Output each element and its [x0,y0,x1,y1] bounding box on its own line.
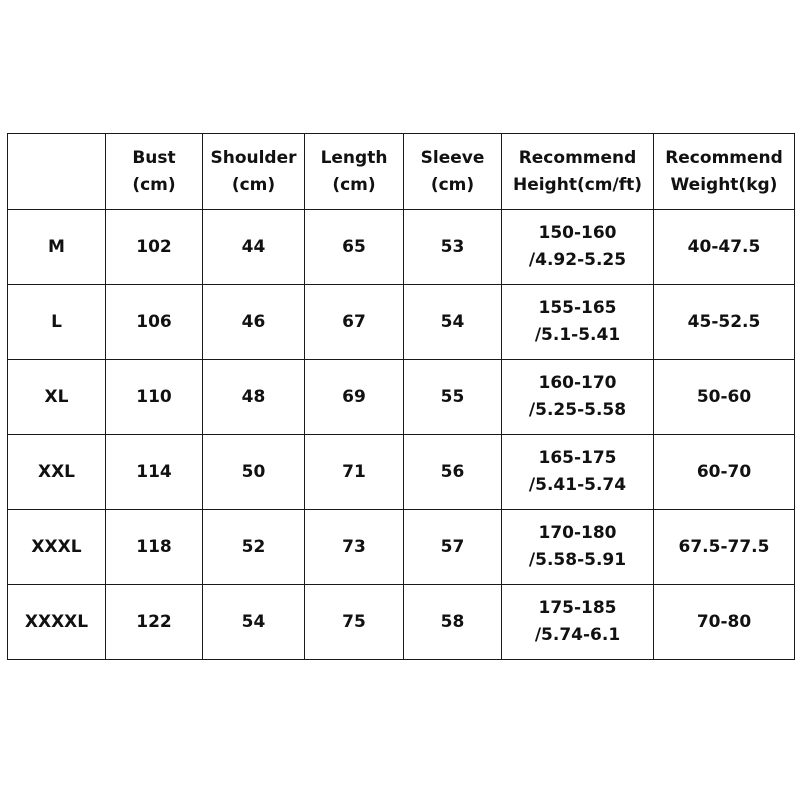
height-cell: 170-180 /5.58-5.91 [502,510,654,585]
size-cell: XXXXL [8,585,106,660]
bust-cell: 102 [106,210,203,285]
weight-cell: 50-60 [654,360,795,435]
size-chart-table [7,133,795,660]
weight-cell: 40-47.5 [654,210,795,285]
shoulder-cell: 46 [203,285,305,360]
bust-cell: 110 [106,360,203,435]
height-cell: 160-170 /5.25-5.58 [502,360,654,435]
sleeve-cell: 57 [404,510,502,585]
shoulder-cell: 54 [203,585,305,660]
header-row [8,134,795,210]
shoulder-cell: 44 [203,210,305,285]
height-cell: 175-185 /5.74-6.1 [502,585,654,660]
sleeve-cell: 58 [404,585,502,660]
size-cell: M [8,210,106,285]
height-cell: 155-165 /5.1-5.41 [502,285,654,360]
length-cell: 75 [305,585,404,660]
size-cell: L [8,285,106,360]
height-cell: 165-175 /5.41-5.74 [502,435,654,510]
table-row [8,285,795,360]
table-row [8,510,795,585]
table-row [8,585,795,660]
table-row [8,360,795,435]
header-shoulder: Shoulder (cm) [203,134,305,210]
header-recommend-height: Recommend Height(cm/ft) [502,134,654,210]
length-cell: 67 [305,285,404,360]
sleeve-cell: 55 [404,360,502,435]
sleeve-cell: 56 [404,435,502,510]
weight-cell: 45-52.5 [654,285,795,360]
length-cell: 73 [305,510,404,585]
header-sleeve: Sleeve (cm) [404,134,502,210]
table-row [8,435,795,510]
size-cell: XXL [8,435,106,510]
weight-cell: 70-80 [654,585,795,660]
weight-cell: 60-70 [654,435,795,510]
header-recommend-weight: Recommend Weight(kg) [654,134,795,210]
bust-cell: 122 [106,585,203,660]
length-cell: 65 [305,210,404,285]
table-row [8,210,795,285]
shoulder-cell: 52 [203,510,305,585]
length-cell: 69 [305,360,404,435]
shoulder-cell: 50 [203,435,305,510]
header-length: Length (cm) [305,134,404,210]
sleeve-cell: 53 [404,210,502,285]
size-cell: XXXL [8,510,106,585]
header-bust: Bust (cm) [106,134,203,210]
shoulder-cell: 48 [203,360,305,435]
bust-cell: 106 [106,285,203,360]
size-cell: XL [8,360,106,435]
length-cell: 71 [305,435,404,510]
header-corner-cell [8,134,106,210]
sleeve-cell: 54 [404,285,502,360]
bust-cell: 114 [106,435,203,510]
bust-cell: 118 [106,510,203,585]
height-cell: 150-160 /4.92-5.25 [502,210,654,285]
weight-cell: 67.5-77.5 [654,510,795,585]
